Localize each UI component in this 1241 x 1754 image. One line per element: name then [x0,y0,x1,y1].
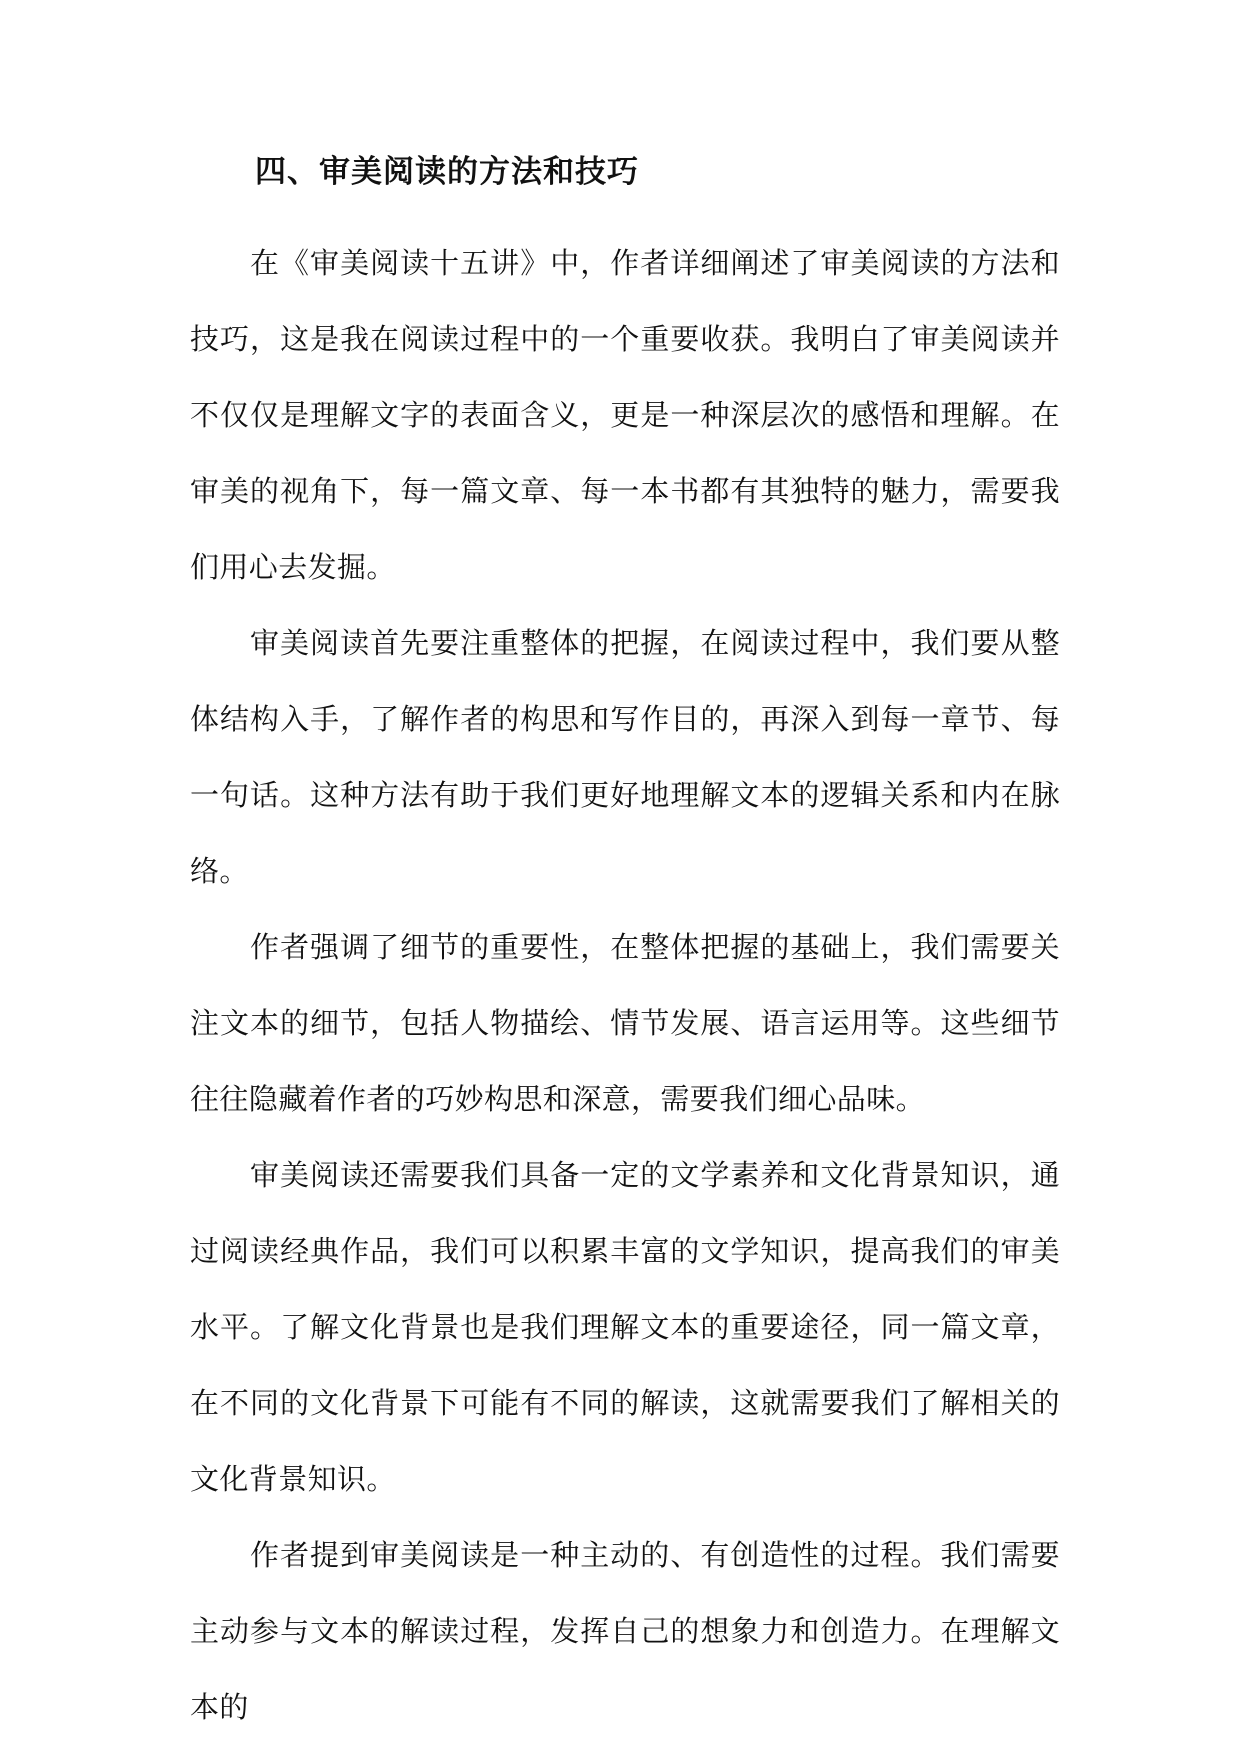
paragraph-3: 作者强调了细节的重要性，在整体把握的基础上，我们需要关注文本的细节，包括人物描绘、情节发展、语言运用等。这些细节往往隐藏着作者的巧妙构思和深意，需要我们细心品味。 [190,930,1060,1116]
paragraph-4: 审美阅读还需要我们具备一定的文学素养和文化背景知识，通过阅读经典作品，我们可以积累丰富的文学知识，提高我们的审美水平。了解文化背景也是我们理解文本的重要途径，同一篇文章，在不同的文化背景下可能有不同的解读，这就需要我们了解相关的文化背景知识。 [190,1158,1060,1496]
body-text [190,225,1060,1745]
paragraph-5: 作者提到审美阅读是一种主动的、有创造性的过程。我们需要主动参与文本的解读过程，发挥自己的想象力和创造力。在理解文本的 [190,1538,1060,1724]
section-heading: 四、审美阅读的方法和技巧 [255,154,639,190]
paragraph-1: 在《审美阅读十五讲》中，作者详细阐述了审美阅读的方法和技巧，这是我在阅读过程中的一个重要收获。我明白了审美阅读并不仅仅是理解文字的表面含义，更是一种深层次的感悟和理解。在审美的视角下，每一篇文章、每一本书都有其独特的魅力，需要我们用心去发掘。 [190,246,1060,584]
paragraph-2: 审美阅读首先要注重整体的把握，在阅读过程中，我们要从整体结构入手，了解作者的构思和写作目的，再深入到每一章节、每一句话。这种方法有助于我们更好地理解文本的逻辑关系和内在脉络。 [190,626,1060,888]
